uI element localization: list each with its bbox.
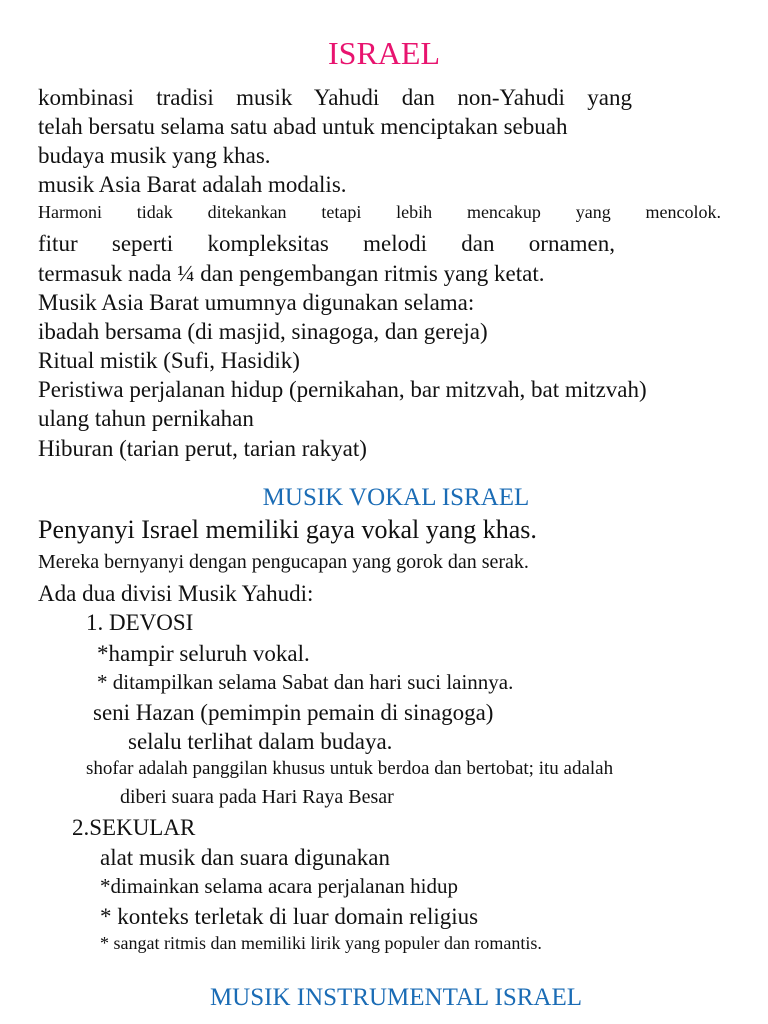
intro-line: Ritual mistik (Sufi, Hasidik) [38, 348, 300, 373]
vocal-line: seni Hazan (pemimpin pemain di sinagoga) [93, 700, 494, 725]
section-heading-vocal: MUSIK VOKAL ISRAEL [262, 484, 530, 511]
vocal-line: shofar adalah panggilan khusus untuk berdoa dan bertobat; itu adalah [86, 758, 614, 779]
intro-line: fitur seperti kompleksitas melodi dan ornamen, [38, 231, 615, 256]
vocal-line: * sangat ritmis dan memiliki lirik yang populer dan romantis. [100, 933, 542, 953]
vocal-line: * ditampilkan selama Sabat dan hari suci lainnya. [97, 670, 514, 694]
intro-line: termasuk nada ¼ dan pengembangan ritmis yang ketat. [38, 261, 545, 286]
vocal-line: Ada dua divisi Musik Yahudi: [38, 581, 314, 606]
intro-line: ulang tahun pernikahan [38, 406, 254, 431]
vocal-line: 2.SEKULAR [72, 815, 196, 840]
vocal-line: selalu terlihat dalam budaya. [128, 729, 393, 754]
vocal-line: Penyanyi Israel memiliki gaya vokal yang khas. [38, 515, 537, 544]
vocal-line: *dimainkan selama acara perjalanan hidup [100, 874, 459, 898]
page-title: ISRAEL [328, 35, 440, 71]
vocal-line: diberi suara pada Hari Raya Besar [120, 786, 394, 808]
section-heading-instrumental: MUSIK INSTRUMENTAL ISRAEL [209, 984, 583, 1011]
intro-line: telah bersatu selama satu abad untuk menciptakan sebuah [38, 114, 568, 139]
intro-line: musik Asia Barat adalah modalis. [38, 172, 347, 197]
intro-line: budaya musik yang khas. [38, 143, 271, 168]
intro-line: Musik Asia Barat umumnya digunakan selama: [38, 290, 475, 315]
intro-line: Peristiwa perjalanan hidup (pernikahan, bar mitzvah, bat mitzvah) [38, 377, 647, 402]
vocal-line: * konteks terletak di luar domain religius [100, 904, 479, 929]
vocal-line: alat musik dan suara digunakan [100, 845, 390, 870]
vocal-line: 1. DEVOSI [86, 610, 194, 635]
vocal-line: *hampir seluruh vokal. [97, 641, 310, 666]
intro-line: kombinasi tradisi musik Yahudi dan non-Yahudi yang [38, 85, 632, 110]
intro-line: Hiburan (tarian perut, tarian rakyat) [38, 436, 367, 461]
intro-line: Harmoni tidak ditekankan tetapi lebih mencakup yang mencolok. [38, 202, 721, 222]
intro-line: ibadah bersama (di masjid, sinagoga, dan gereja) [38, 319, 488, 344]
vocal-line: Mereka bernyanyi dengan pengucapan yang gorok dan serak. [38, 551, 529, 573]
